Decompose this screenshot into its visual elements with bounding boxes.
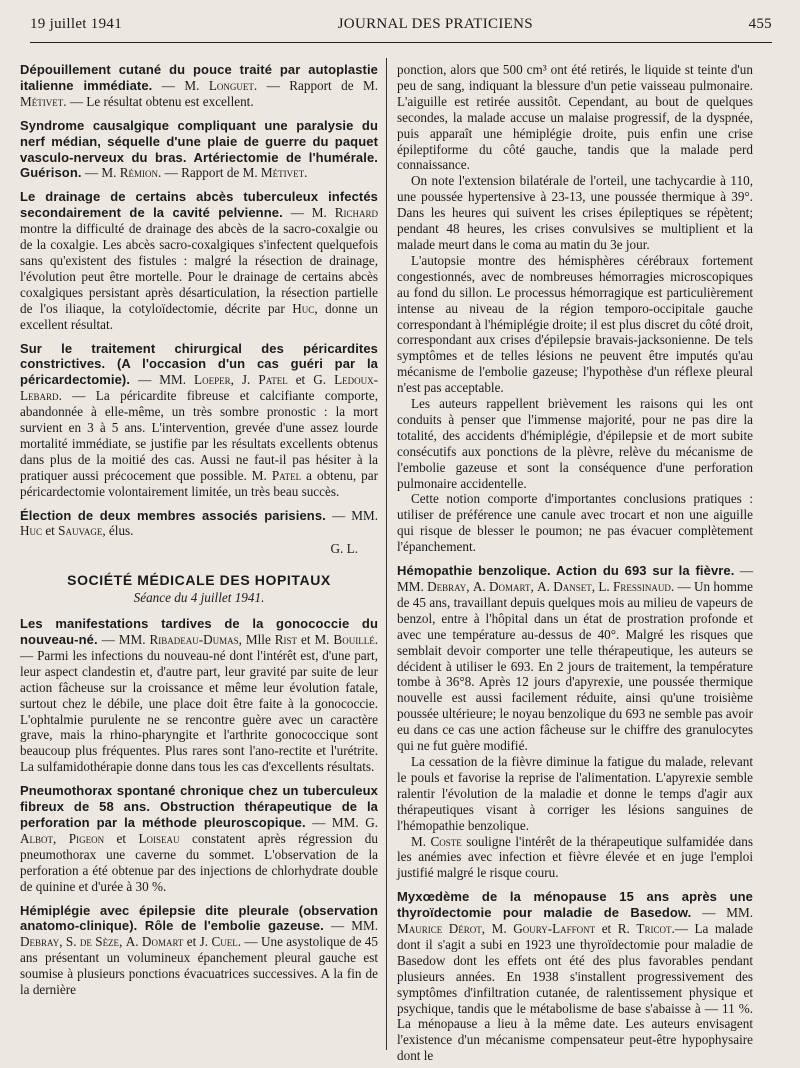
author-name: J. Cuel: [199, 934, 238, 950]
left-column: [20, 62, 378, 1054]
right-column: [397, 62, 754, 1064]
article-pneumothorax: Pneumothorax spontané chronique chez un tuberculeux fibreux de 58 ans. Obstruction thérapeutique de la perforation par la méthode pleuroscopique. — MM. G. Albot, Pigeon et Loiseau constatent après régression du pneumothorax une caverne du sommet. L'observation de la perforation a été obtenue par des injections de chlorhydrate double de quinine et d'urée à 30 %.: [20, 783, 379, 894]
author-name: Maurice Dérot: [397, 921, 482, 937]
author-name: Richard: [334, 205, 378, 221]
author-name: Patel: [271, 467, 302, 483]
article-title: Hémopathie benzolique. Action du 693 sur la fièvre.: [397, 563, 735, 579]
author-name: J. Patel: [241, 372, 288, 388]
author-name: Coste: [430, 833, 462, 849]
article-title: Syndrome causalgique compliquant une paralysie du nerf médian, séquelle d'une plaie de guerre du paquet vasculo-nerveux du bras. Artériectomie de l'humérale. Guérison.: [20, 117, 378, 181]
author-name: Huc: [292, 300, 315, 316]
header-rule: [30, 42, 772, 43]
author-name: G. Albot: [20, 814, 379, 846]
article-title: Dépouillement cutané du pouce traité par autoplastie italienne immédiate.: [20, 62, 378, 93]
author-name: Loeper: [194, 372, 231, 388]
column-divider: [386, 58, 387, 1050]
article-myxoedeme: Myxœdème de la ménopause 15 ans après une thyroïdectomie pour maladie de Basedow. — MM. Maurice Dérot, M. Goury-Laffont et R. Tricot.— La malade dont il s'agit a subi en 1923 une thyroïdectomie pour maladie de Basedow dont les effets ont été des plus favorables pendant plusieurs années. En 1938 s'installent progressivement des symptômes d'infiltration cutanée, de ralentissement physique et psychique, tandis que le métabolisme de base s'abaisse à — 11 %. La ménopause a lieu à la même date. Les auteurs envisagent l'existence d'un mécanisme compensateur peut-être hypophysaire dont le: [397, 889, 754, 1064]
article-title: Élection de deux membres associés parisiens.: [20, 507, 326, 523]
article-hemopathie: Hémopathie benzolique. Action du 693 sur la fièvre. — MM. Debray, A. Domart, A. Danset, L. Fressinaud. — Un homme de 45 ans, travaillant depuis quelques mois au milieu de vapeurs de benzol, entre à l'hôpital dans un état de prostration profonde et avec une température au-dessus de 40°. Malgré les risques que semblait devoir comporter une telle thérapeutique, les auteurs se décident à utiliser le 693. En 2 jours de traitement, la température tombe à 36°8. Après 12 jours d'apyrexie, une poussée thermique nouvelle est aussi facilement réduite, ainsi qu'une troisième poussée ultérieure; le noyau benzolique du 693 ne semble pas avoir eu dans ce cas une action fâcheuse sur le chiffre des granulocytes qui ne fut guère modifié. La cessation de la fièvre diminue la fatigue du malade, relevant le pouls et favorise la reprise de l'alimentation. L'apyrexie semble ralentir l'évolution de la maladie et donne le temps d'agir aux thérapeutiques visant à corriger les lésions sanguines de l'hémopathie benzolique. M. Coste souligne l'intérêt de la thérapeutique sulfamidée dans les anémies avec infection et fièvre élevée et en juge l'emploi justifié malgré le risque couru.: [397, 563, 754, 881]
article-title: Pneumothorax spontané chronique chez un tuberculeux fibreux de 58 ans. Obstruction thérapeutique de la perforation par la méthode pleuroscopique.: [20, 783, 378, 830]
article-title: Myxœdème de la ménopause 15 ans après une thyroïdectomie pour maladie de Basedow.: [397, 889, 753, 921]
author-name: Bouillé: [333, 632, 375, 647]
author-name: Rist: [274, 632, 298, 647]
paragraph: L'autopsie montre des hémisphères cérébraux fortement congestionnés, avec de nombreuses hémorragies microscopiques au fond du sillon. Le processus hémorragique est particulièrement intense au niveau de la région temporo-occipitale gauche correspondant à l'hémiplégie droite; il est plus discret du côté droit, correspondant aux crises d'épilepsie bravais-jacksonienne. De tels symptômes et de telles lésions ne peuvent être imputés qu'au mécanisme de l'embolie gazeuse; l'hypothèse d'un réflexe pleural n'est pas acceptable.: [397, 252, 753, 396]
page-header: [30, 16, 772, 40]
article-drainage: Le drainage de certains abcès tuberculeux infectés secondairement de la cavité pelvienne. — M. Richard montre la difficulté de drainage des abcès de la sacro-coxalgie ou de la coxalgie. Les abcès sacro-coxalgiques s'infectent quelquefois sans qu'existent des fistules : malgré la résection de drainage, l'évolution peut être mortelle. Pour le drainage de certains abcès coxalgiques persistant après désarticulation, la résection partielle de l'os iliaque, la cotyloïdectomie, décrite par Huc, donne un excellent résultat.: [20, 189, 378, 332]
author-name: Pigeon: [68, 830, 105, 846]
paragraph: Cette notion comporte d'importantes conclusions pratiques : utiliser de préférence une canule avec trocart et non une aiguille qui risque de blesser le poumon; ne pas évacuer complètement l'épanchement.: [397, 491, 753, 555]
author-name: Debray: [427, 579, 467, 594]
article-pouce: Dépouillement cutané du pouce traité par autoplastie italienne immédiate. — M. Longuet. — Rapport de M. Métivet. — Le résultat obtenu est excellent.: [20, 62, 378, 109]
header-date: 19 juillet 1941: [30, 16, 122, 32]
author-name: A. Domart: [472, 579, 531, 594]
signature: G. L.: [330, 541, 358, 557]
author-name: G. Ledoux-Lebard: [20, 372, 379, 404]
author-name: A. Danset: [537, 579, 592, 594]
author-name: Sauvage: [58, 523, 103, 539]
paragraph: Les auteurs rappellent brièvement les raisons qui les ont conduits à penser que l'immense majorité, pour ne pas dire la totalité, des accidents d'hémiplégie, d'épilepsie et de mort subite consécutifs aux ponctions de la plèvre, relève du mécanisme de l'embolie gazeuse et sont la conséquence d'une perforation pulmonaire accidentelle.: [397, 396, 753, 491]
author-name: S. de Sèze: [65, 934, 120, 950]
article-title: Les manifestations tardives de la gonococcie du nouveau-né.: [20, 616, 378, 647]
author-name: Loiseau: [138, 830, 180, 846]
article-causalgique: Syndrome causalgique compliquant une paralysie du nerf médian, séquelle d'une plaie de guerre du paquet vasculo-nerveux du bras. Artériectomie de l'humérale. Guérison. — M. Rémion. — Rapport de M. Métivet.: [20, 117, 378, 181]
author-name: Huc: [20, 523, 43, 539]
author-name: Debray: [20, 934, 60, 950]
article-pericardites: Sur le traitement chirurgical des péricardites constrictives. (A l'occasion d'un cas guéri par la péricardectomie). — MM. Loeper, J. Patel et G. Ledoux-Lebard. — La péricardite fibreuse et calcifiante comporte, abandonnée à elle-même, un très sombre pronostic : la mort survient en 3 à 5 ans. L'intervention, grevée d'une assez lourde mortalité immédiate, se justifie par les résultats excellents obtenus dans plus de la moitié des cas. Aussi ne faut-il pas hésiter à la pratiquer aussi précocement que possible. M. Patel a obtenu, par péricardectomie volontairement limitée, un très beau succès.: [20, 340, 379, 499]
article-hemiplegie-continued: [397, 62, 753, 555]
article-gonococcie: Les manifestations tardives de la gonococcie du nouveau-né. — MM. Ribadeau-Dumas, Mlle Rist et M. Bouillé. — Parmi les infections du nouveau-né dont l'intérêt est, d'une part, leur aspect clandestin et, d'autre part, leur gravité par suite de leur action fâcheuse sur la croissance et même leur évolution fatale, surtout chez le débile, une place doit être faite à la gonococcie. L'ophtalmie purulente ne se rencontre guère avec un caractère grave, mais la rhino-pharyngite et l'arthrite gonococcique sont beaucoup plus fréquentes. Plus rares sont l'ano-rectite et l'urétrite. La sulfamidothérapie donne dans tous les cas d'excellents résultats.: [20, 616, 378, 775]
header-page-number: 455: [748, 16, 772, 32]
header-journal-title: JOURNAL DES PRATICIENS: [337, 16, 533, 32]
author-name: Rémion: [119, 165, 158, 181]
author-name: Métivet: [20, 93, 64, 109]
author-name: Goury-Laffont: [513, 921, 596, 937]
author-name: A. Domart: [125, 934, 184, 950]
article-hemiplegie: Hémiplégie avec épilepsie dite pleurale (observation anatomo-clinique). Rôle de l'embolie gazeuse. — MM. Debray, S. de Sèze, A. Domart et J. Cuel. — Une asystolique de 45 ans présentant un volumineux épanchement pleural gauche est soumise à plusieurs ponctions évacuatrices successives. A la fin de la dernière: [20, 902, 378, 998]
paragraph: ponction, alors que 500 cm³ ont été retirés, le liquide st teinte d'un peu de sang, indiquant la blessure d'un petie vaisseau pulmonaire. L'aiguille est retirée aussitôt. Cependant, au bout de quelques secondes, la malade accuse un malaise progressif, de la dyspnée, puis apparaît une hémiplégie droite, puis enfin une crise épileptiforme du côté gauche, tandis que la malade perd connaissance.: [397, 62, 753, 173]
paragraph: La cessation de la fièvre diminue la fatigue du malade, relevant le pouls et favorise la reprise de l'alimentation. L'apyrexie semble ralentir l'évolution de la maladie et donne le temps d'agir aux thérapeutiques visant à corriger les lésions sanguines de l'hémopathie benzolique.: [397, 753, 753, 833]
author-name: Ribadeau-Dumas: [149, 632, 239, 647]
paragraph: On note l'extension bilatérale de l'orteil, une tachycardie à 110, une poussée hypertensive à 23-13, une poussée thermique à 39°. Dans les heures qui suivent les crises épileptiques se répètent; pendant 48 heures, les crises convulsives se multiplient et la malade meurt dans le coma au matin du 3e jour.: [397, 173, 753, 252]
author-name: Tricot: [636, 921, 672, 937]
author-name: Métivet: [260, 165, 305, 181]
author-name: L. Fressinaud: [598, 579, 671, 594]
article-title: Le drainage de certains abcès tuberculeux infectés secondairement de la cavité pelvienne.: [20, 189, 378, 221]
section-title: SOCIÉTÉ MÉDICALE DES HOPITAUX: [67, 572, 331, 589]
article-title: Hémiplégie avec épilepsie dite pleurale (observation anatomo-clinique). Rôle de l'embolie gazeuse.: [20, 902, 378, 934]
section-subtitle: Séance du 4 juillet 1941.: [133, 590, 265, 606]
author-name: Longuet: [208, 77, 254, 93]
article-election: Élection de deux membres associés parisiens. — MM. Huc et Sauvage, élus. G. L.: [20, 507, 379, 557]
article-title: Sur le traitement chirurgical des péricardites constrictives. (A l'occasion d'un cas guéri par la péricardectomie).: [20, 340, 378, 388]
